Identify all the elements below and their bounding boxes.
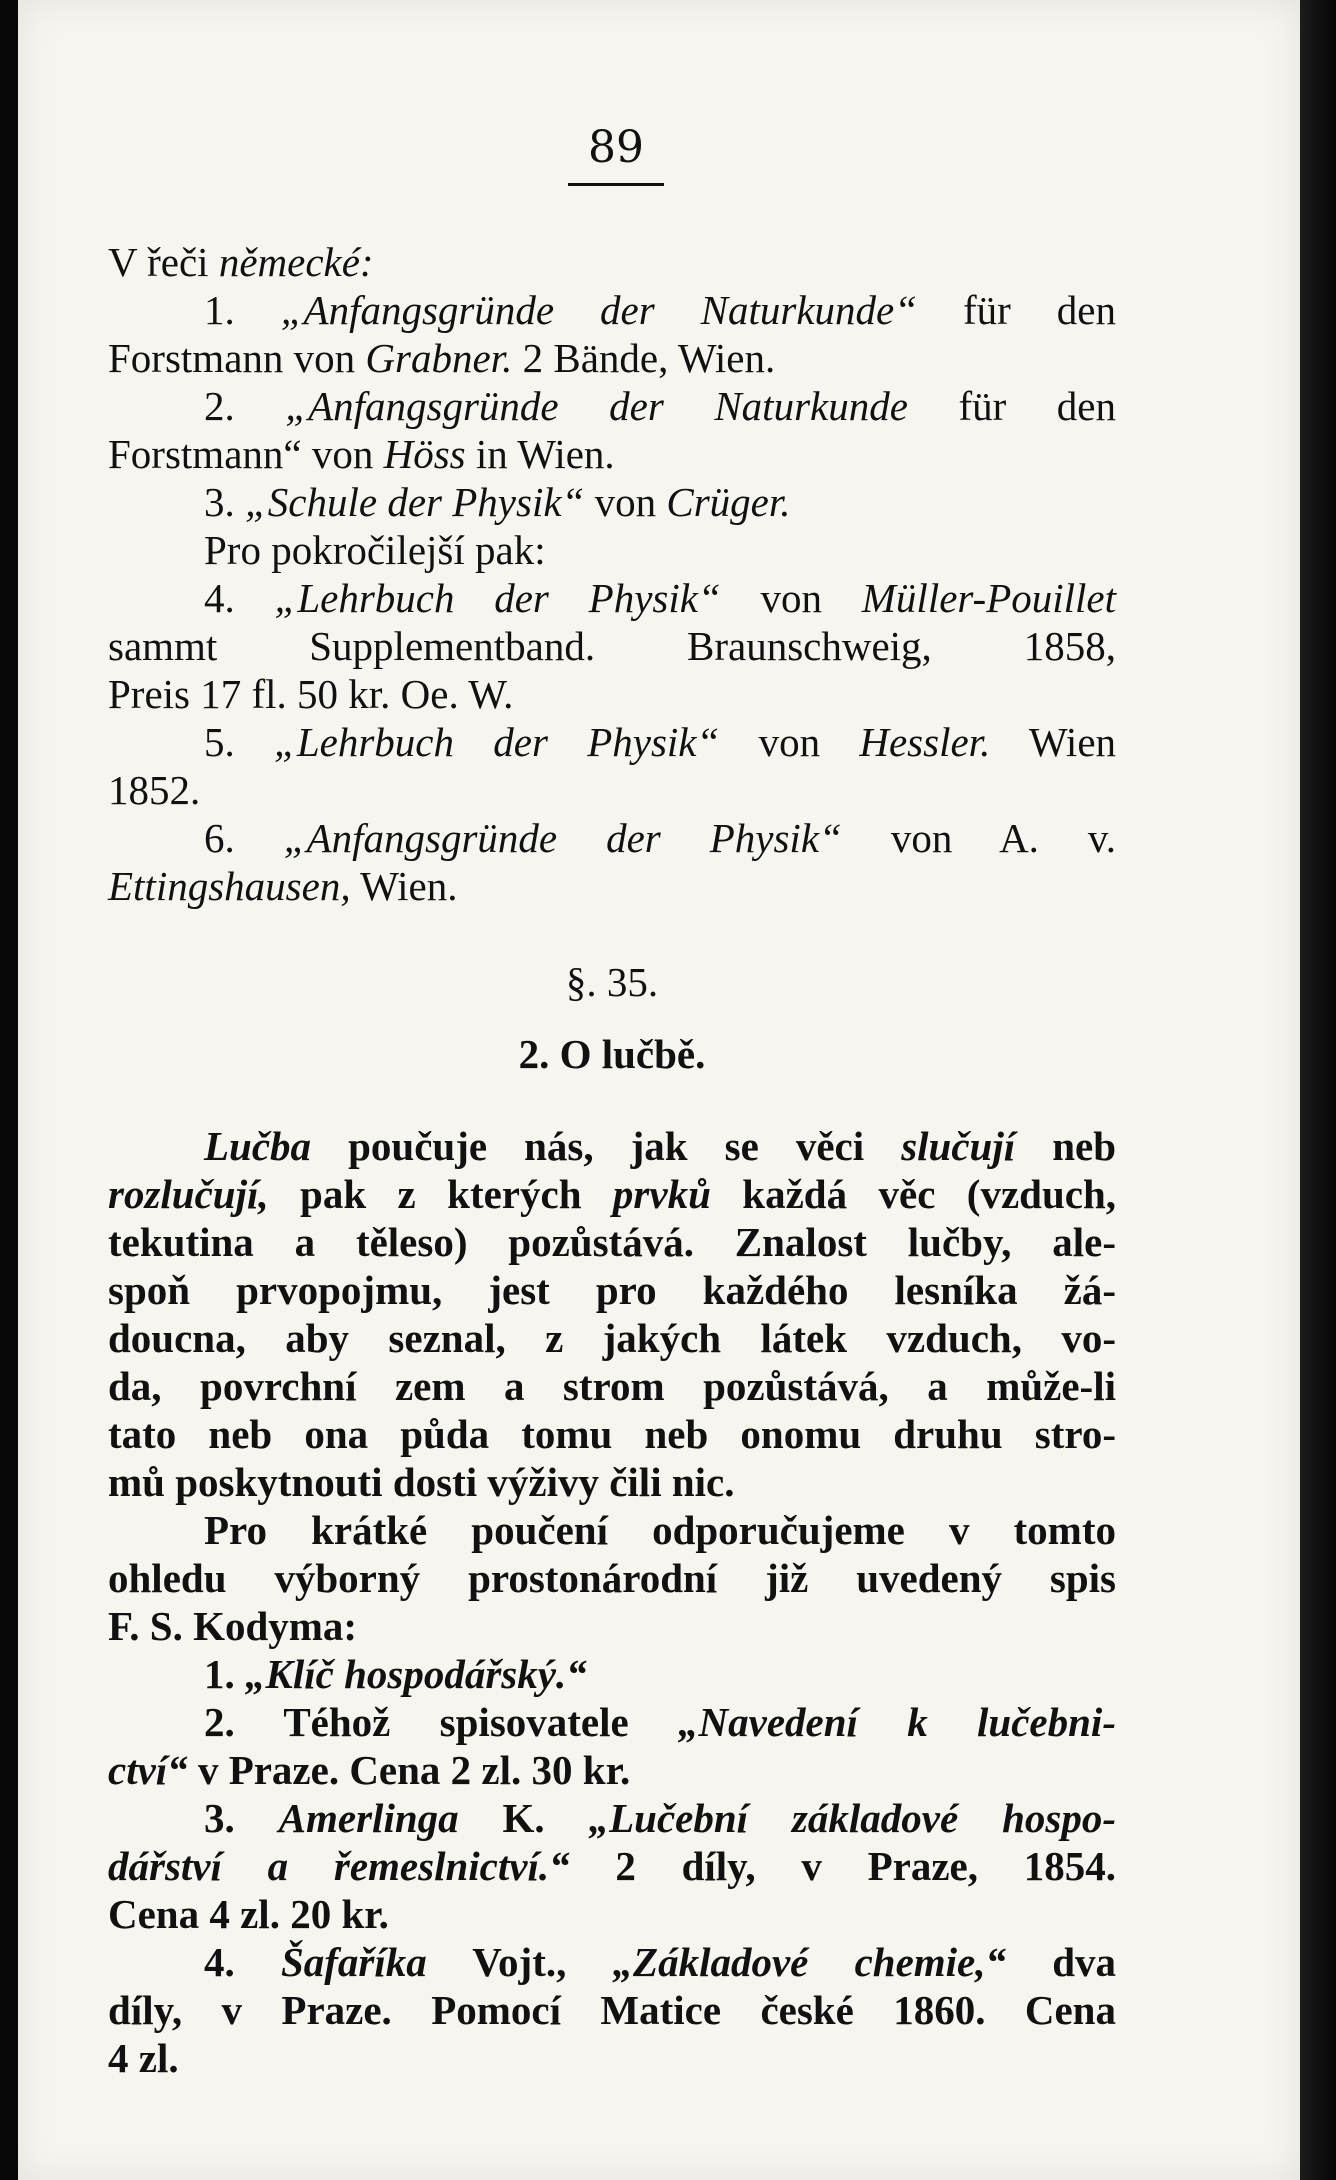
body-line: [108, 1650, 1116, 1698]
body-line: [108, 1554, 1116, 1602]
text-run: „Lehrbuch der Physik“: [274, 719, 720, 765]
scan-edge-right: [1300, 0, 1336, 2180]
text-run: 3.: [204, 479, 245, 525]
text-run: Preis 17 fl. 50 kr. Oe. W.: [108, 671, 514, 717]
section-body: [108, 1122, 1116, 2082]
reference-line: [108, 670, 1116, 718]
spacer: [108, 1006, 1116, 1030]
text-run: „Navedení k lučebni-: [678, 1699, 1116, 1745]
reference-line: [108, 526, 1116, 574]
text-run: Wien: [990, 719, 1117, 765]
body-line: [108, 1170, 1116, 1218]
text-run: Müller-Pouillet: [861, 575, 1117, 621]
text-run: „Anfangsgründe der Naturkunde“: [280, 287, 918, 333]
text-run: neb: [1015, 1123, 1116, 1169]
body-line: [108, 1986, 1116, 2034]
text-run: Ettingshausen,: [108, 863, 351, 909]
spacer: [108, 910, 1116, 958]
body-line: [108, 1458, 1116, 1506]
body-line: [108, 1938, 1116, 1986]
page-text: [108, 238, 1116, 2082]
body-line: [108, 1506, 1116, 1554]
text-run: Forstmann von: [108, 335, 366, 381]
text-run: Wien.: [350, 863, 458, 909]
text-run: pak z kterých: [268, 1171, 613, 1217]
text-run: 4.: [204, 1939, 281, 1985]
text-run: poučuje nás, jak se věci: [311, 1123, 902, 1169]
text-run: 2 Bände, Wien.: [512, 335, 776, 381]
body-line: [108, 1602, 1116, 1650]
text-run: Vojt.,: [426, 1939, 613, 1985]
page-number: 89: [588, 122, 644, 173]
text-run: Lučba: [204, 1123, 312, 1169]
text-run: da, povrchní zem a strom pozůstává, a může-li: [108, 1363, 1116, 1409]
text-run: 1.: [204, 287, 281, 333]
reference-line: [108, 766, 1116, 814]
text-run: von: [719, 719, 860, 765]
text-run: „Schule der Physik“: [245, 479, 585, 525]
reference-line: [108, 430, 1116, 478]
body-line: [108, 1890, 1116, 1938]
page-number-rule: [568, 183, 664, 186]
text-run: mů poskytnouti dosti výživy čili nic.: [108, 1459, 735, 1505]
body-line: [108, 1410, 1116, 1458]
text-run: Šafaříka: [280, 1939, 427, 1985]
body-line: [108, 1746, 1116, 1794]
section-number: §. 35.: [565, 959, 659, 1005]
text-run: von: [584, 479, 667, 525]
text-run: 5.: [204, 719, 275, 765]
reference-line: [108, 622, 1116, 670]
text-run: v Praze. Cena 2 zl. 30 kr.: [187, 1747, 631, 1793]
text-run: ctví“: [108, 1747, 188, 1793]
text-run: německé:: [218, 239, 374, 285]
scan-edge-left: [0, 0, 18, 2180]
body-line: [108, 1842, 1116, 1890]
text-run: Amerlinga: [278, 1795, 459, 1841]
text-run: Höss: [383, 431, 466, 477]
text-run: 4 zl.: [108, 2035, 179, 2081]
text-run: 2 díly, v Praze, 1854.: [569, 1843, 1116, 1889]
text-run: tato neb ona půda tomu neb onomu druhu stro-: [108, 1411, 1116, 1457]
text-run: každá věc (vzduch,: [710, 1171, 1117, 1217]
text-run: „Lehrbuch der Physik“: [274, 575, 721, 621]
text-run: 2. Téhož spisovatele: [204, 1699, 679, 1745]
reference-line: [108, 238, 1116, 286]
text-run: 4.: [204, 575, 275, 621]
section-title: 2. O lučbě.: [518, 1031, 706, 1077]
body-line: [108, 1122, 1116, 1170]
text-run: K.: [458, 1795, 589, 1841]
text-run: prvků: [612, 1171, 711, 1217]
text-run: „Lučební základové hospo-: [588, 1795, 1116, 1841]
text-run: „Základové chemie,“: [612, 1939, 1006, 1985]
body-line: [108, 1362, 1116, 1410]
text-run: ohledu výborný prostonárodní již uvedený spis: [108, 1555, 1116, 1601]
reference-line: [108, 862, 1116, 910]
text-run: dářství a řemeslnictví.“: [108, 1843, 570, 1889]
text-run: Forstmann“ von: [108, 431, 384, 477]
text-run: Pro krátké poučení odporučujeme v tomto: [204, 1507, 1116, 1553]
text-run: für den: [917, 287, 1116, 333]
text-run: für den: [907, 383, 1116, 429]
body-line: [108, 1698, 1116, 1746]
text-run: 1852.: [108, 767, 201, 813]
text-run: Crüger.: [666, 479, 791, 525]
spacer: [108, 1078, 1116, 1122]
text-run: Pro pokročilejší pak:: [204, 527, 546, 573]
body-line: [108, 1314, 1116, 1362]
text-run: V řeči: [108, 239, 219, 285]
text-run: von A. v.: [841, 815, 1117, 861]
text-run: 2.: [204, 383, 286, 429]
text-run: rozlučují,: [108, 1171, 269, 1217]
body-line: [108, 2034, 1116, 2082]
text-run: tekutina a těleso) pozůstává. Znalost lučby, ale-: [108, 1219, 1116, 1265]
text-run: doucna, aby seznal, z jakých látek vzduch, vo-: [108, 1315, 1116, 1361]
text-run: sammt Supplementband. Braunschweig, 1858,: [108, 623, 1116, 669]
reference-line: [108, 478, 1116, 526]
text-run: von: [720, 575, 862, 621]
text-run: 3.: [204, 1795, 279, 1841]
reference-line: [108, 814, 1116, 862]
text-run: spoň prvopojmu, jest pro každého lesníka žá-: [108, 1267, 1116, 1313]
text-run: 6.: [204, 815, 284, 861]
text-run: Cena 4 zl. 20 kr.: [108, 1891, 389, 1937]
text-run: „Klíč hospodářský.“: [245, 1651, 587, 1697]
reference-line: [108, 286, 1116, 334]
body-line: [108, 1266, 1116, 1314]
text-run: 1.: [204, 1651, 245, 1697]
text-run: „Anfangsgründe der Physik“: [283, 815, 842, 861]
reference-line: [108, 334, 1116, 382]
text-run: Grabner.: [365, 335, 513, 381]
reference-line: [108, 382, 1116, 430]
text-run: Hessler.: [859, 719, 991, 765]
text-run: díly, v Praze. Pomocí Matice české 1860. Cena: [108, 1987, 1116, 2033]
reference-list-german: [108, 238, 1116, 910]
body-line: [108, 1794, 1116, 1842]
reference-line: [108, 574, 1116, 622]
reference-line: [108, 718, 1116, 766]
text-run: dva: [1006, 1939, 1116, 1985]
text-run: in Wien.: [465, 431, 615, 477]
text-run: F. S. Kodyma:: [108, 1603, 358, 1649]
text-run: „Anfangsgründe der Naturkunde: [285, 383, 908, 429]
text-run: slučují: [901, 1123, 1016, 1169]
body-line: [108, 1218, 1116, 1266]
